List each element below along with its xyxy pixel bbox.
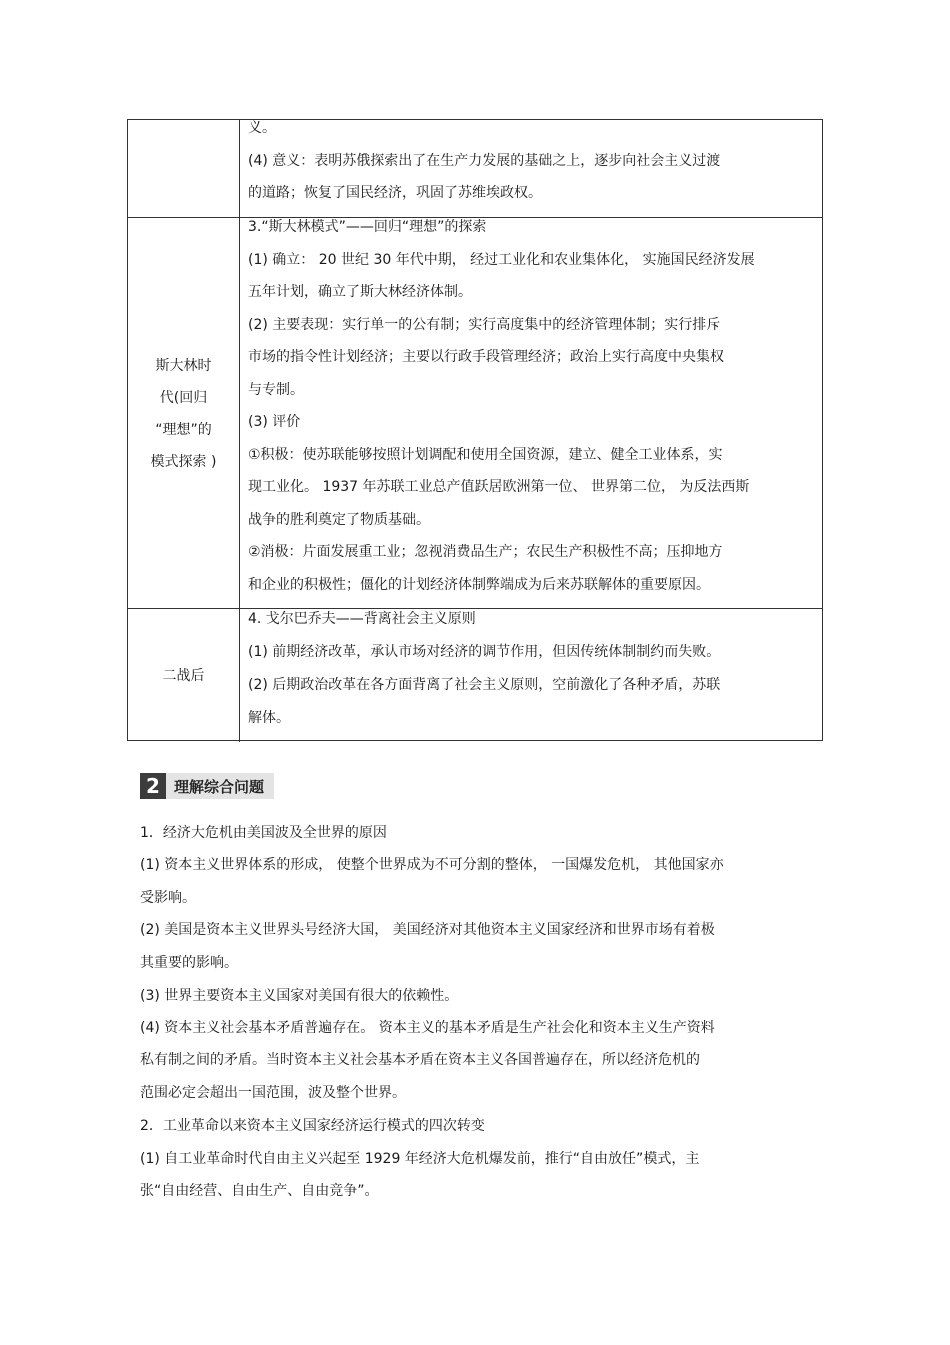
table-line: 战争的胜利奠定了物质基础。	[248, 512, 430, 528]
table-line: (1) 前期经济改革，承认市场对经济的调节作用，但因传统体制制约而失败。	[248, 644, 721, 660]
row-label-cell	[128, 609, 240, 742]
paragraph-line: 1．经济大危机由美国波及全世界的原因	[140, 825, 387, 841]
table-line: 解体。	[248, 710, 290, 726]
paragraph-line: (1) 自工业革命时代自由主义兴起至 1929 年经济大危机爆发前，推行“自由放任”模式，主	[140, 1151, 700, 1167]
paragraph-line: 2．工业革命以来资本主义国家经济运行模式的四次转变	[140, 1118, 485, 1134]
table-line: (4) 意义：表明苏俄探索出了在生产力发展的基础之上，逐步向社会主义过渡	[248, 153, 721, 169]
table-line: 3.“斯大林模式”——回归“理想”的探索	[248, 219, 487, 235]
row-label-cell	[128, 218, 240, 609]
section-title: 理解综合问题	[166, 773, 274, 799]
paragraph-line: 私有制之间的矛盾。当时资本主义社会基本矛盾在资本主义各国普遍存在，所以经济危机的	[140, 1052, 700, 1068]
table-line: 市场的指令性计划经济；主要以行政手段管理经济；政治上实行高度中央集权	[248, 349, 724, 365]
row-label: 斯大林时 代(回归 “理想”的 模式探索 )	[150, 357, 217, 470]
table-line: (2) 主要表现：实行单一的公有制；实行高度集中的经济管理体制；实行排斥	[248, 317, 721, 333]
paragraph-line: (2) 美国是资本主义世界头号经济大国， 美国经济对其他资本主义国家经济和世界市场有着极	[140, 922, 715, 938]
paragraph-line: (4) 资本主义社会基本矛盾普遍存在。 资本主义的基本矛盾是生产社会化和资本主义生产资料	[140, 1020, 715, 1036]
table-line: 4. 戈尔巴乔夫——背离社会主义原则	[248, 611, 476, 627]
table-line: 和企业的积极性；僵化的计划经济体制弊端成为后来苏联解体的重要原因。	[248, 577, 710, 593]
history-table	[127, 119, 823, 741]
paragraph-line: (3) 世界主要资本主义国家对美国有很大的依赖性。	[140, 988, 459, 1004]
section-heading	[140, 773, 274, 799]
section-number-badge: 2	[140, 773, 166, 799]
table-line: (2) 后期政治改革在各方面背离了社会主义原则，空前激化了各种矛盾，苏联	[248, 677, 721, 693]
paragraph-line: (1) 资本主义世界体系的形成， 使整个世界成为不可分割的整体， 一国爆发危机， 其他国家亦	[140, 857, 724, 873]
table-line: ②消极：片面发展重工业；忽视消费品生产；农民生产积极性不高；压抑地方	[248, 544, 723, 560]
paragraph-line: 范围必定会超出一国范围，波及整个世界。	[140, 1085, 406, 1101]
paragraph-line: 受影响。	[140, 890, 196, 906]
table-line: 五年计划，确立了斯大林经济体制。	[248, 284, 472, 300]
table-line: 与专制。	[248, 382, 304, 398]
table-line: 的道路；恢复了国民经济，巩固了苏维埃政权。	[248, 185, 542, 201]
paragraph-line: 张“自由经营、自由生产、自由竞争”。	[140, 1183, 379, 1199]
table-line: (1) 确立： 20 世纪 30 年代中期， 经过工业化和农业集体化， 实施国民经济发展	[248, 252, 755, 268]
table-row	[128, 120, 822, 218]
table-line: (3) 评价	[248, 414, 301, 430]
table-line: 义。	[248, 120, 276, 136]
table-row	[128, 608, 822, 742]
table-line: 现工业化。 1937 年苏联工业总产值跃居欧洲第一位、 世界第二位， 为反法西斯	[248, 479, 750, 495]
table-row	[128, 217, 822, 609]
row-label: 二战后	[162, 667, 205, 684]
paragraph-line: 其重要的影响。	[140, 955, 238, 971]
row-label-cell	[128, 120, 240, 218]
table-line: ①积极：使苏联能够按照计划调配和使用全国资源，建立、健全工业体系，实	[248, 447, 723, 463]
